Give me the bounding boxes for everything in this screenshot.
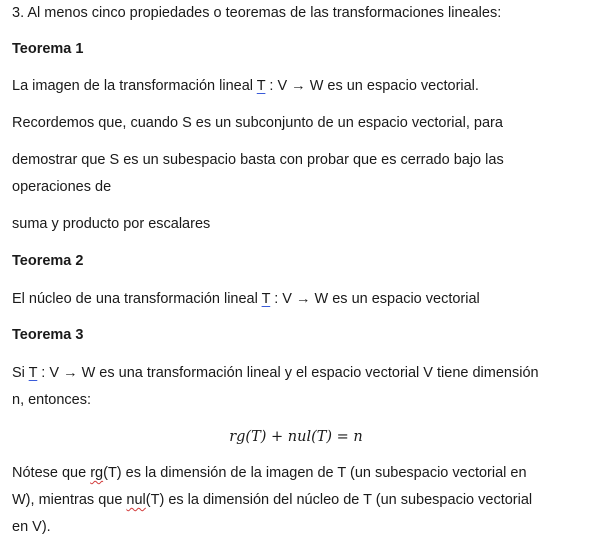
teorema-3-line-1 [12, 364, 539, 382]
teorema-1-statement-rest: : V → W es un espacio vectorial. [265, 78, 479, 94]
note-line-1 [12, 464, 527, 482]
section-heading: 3. Al menos cinco propiedades o teoremas de las transformaciones lineales: [12, 5, 502, 21]
note-line-2-rest: (T) es la dimensión del núcleo de T (un subespacio vectorial [145, 492, 533, 508]
paragraph-1-line-1: Recordemos que, cuando S es un subconjunto de un espacio vectorial, para [12, 115, 503, 131]
teorema-2-map-t: T [261, 291, 271, 307]
teorema-2-statement-pre: El núcleo de una transformación lineal [12, 291, 262, 307]
teorema-2-title: Teorema 2 [12, 253, 84, 269]
note-line-3: en V). [12, 519, 51, 535]
note-line-1-rest: (T) es la dimensión de la imagen de T (un subespacio vectorial en [103, 465, 527, 481]
note-rg: rg [90, 465, 104, 481]
paragraph-1-line-2: demostrar que S es un subespacio basta con probar que es cerrado bajo las [12, 152, 504, 168]
note-line-2-pre: W), mientras que [12, 492, 127, 508]
teorema-2-statement-rest: : V → W es un espacio vectorial [270, 291, 480, 307]
teorema-3-line-2: n, entonces: [12, 392, 91, 408]
rank-nullity-formula: rg(T) + nul(T) = n [229, 429, 363, 445]
note-line-1-pre: Nótese que [12, 465, 91, 481]
teorema-3-title: Teorema 3 [12, 327, 84, 343]
teorema-1-statement [12, 77, 479, 95]
teorema-1-title: Teorema 1 [12, 41, 84, 57]
note-line-2 [12, 491, 532, 509]
teorema-2-statement [12, 290, 480, 308]
teorema-3-map-t: T [28, 365, 38, 381]
note-nul: nul [126, 492, 146, 508]
teorema-1-map-t: T [256, 78, 266, 94]
paragraph-1-line-3: operaciones de [12, 179, 112, 195]
teorema-1-statement-pre: La imagen de la transformación lineal [12, 78, 257, 94]
teorema-3-line-1-rest: : V → W es una transformación lineal y el espacio vectorial V tiene dimensión [37, 365, 539, 381]
paragraph-1-line-4: suma y producto por escalares [12, 216, 211, 232]
teorema-3-line-1-pre: Si [12, 365, 29, 381]
